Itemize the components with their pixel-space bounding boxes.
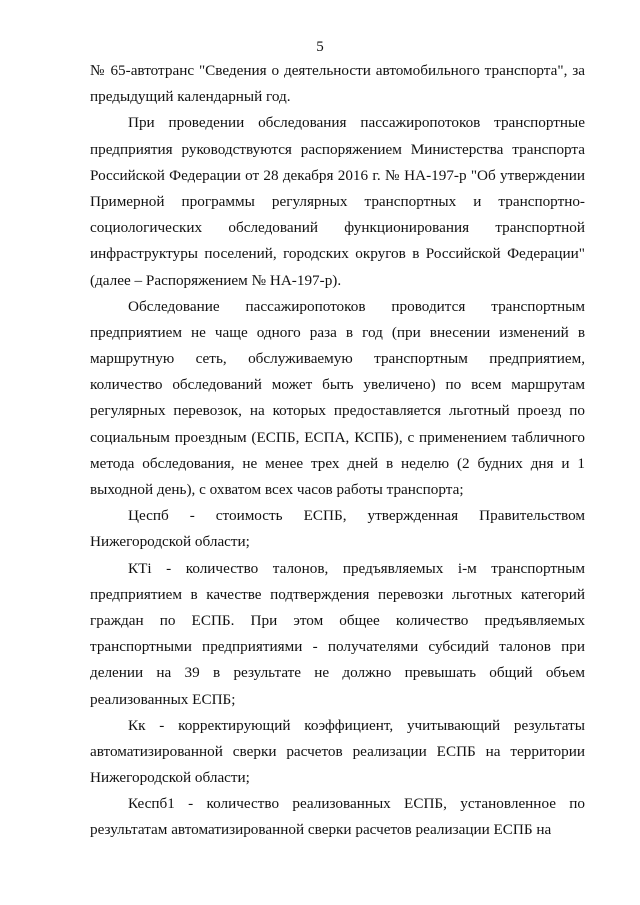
text-line: Российской Федерации от 28 декабря 2016 г. № НА-197-р "Об утверждении [90,166,585,184]
text-line: результатам автоматизированной сверки расчетов реализации ЕСПБ на [90,821,552,839]
text-line: Нижегородской области; [90,769,250,787]
text-line: автоматизированной сверки расчетов реализации ЕСПБ на территории [90,742,585,760]
text-line: Обследование пассажиропотоков проводится транспортным [128,297,585,315]
text-line: предприятия руководствуются распоряжением Министерства транспорта [90,140,585,158]
text-line: Нижегородской области; [90,533,250,551]
text-line: предыдущий календарный год. [90,88,291,106]
paragraph [90,110,585,293]
text-line: Кеспб1 - количество реализованных ЕСПБ, установленное по [128,795,585,813]
text-line: маршрутную сеть, обслуживаемую транспортным предприятием, [90,350,585,368]
paragraph [90,503,585,555]
paragraph [90,58,585,110]
text-line: Цеспб - стоимость ЕСПБ, утвержденная Правительством [128,507,585,525]
text-line: При проведении обследования пассажиропотоков транспортные [128,114,585,132]
document-body [90,58,585,844]
text-line: КТi - количество талонов, предъявляемых i-м транспортным [128,559,585,577]
text-line: делении на 39 в результате не должно превышать общий объем [90,664,585,682]
text-line: метода обследования, не менее трех дней в неделю (2 будних дня и 1 [90,454,585,472]
text-line: № 65-автотранс "Сведения о деятельности автомобильного транспорта", за [90,62,585,79]
text-line: инфраструктуры поселений, городских округов в Российской Федерации" [90,245,585,263]
text-line: социологических обследований функционирования транспортной [90,219,585,237]
text-line: транспортными предприятиями - получателями субсидий талонов при [90,638,585,656]
text-line: количество обследований может быть увеличено) по всем маршрутам [90,376,585,394]
paragraph [90,791,585,843]
text-line: реализованных ЕСПБ; [90,690,236,708]
text-line: регулярных перевозок, на которых предоставляется льготный проезд по [90,402,585,420]
text-line: предприятием в качестве подтверждения перевозки льготных категорий [90,585,585,603]
page-number: 5 [316,39,324,55]
paragraph [90,556,585,713]
text-line: выходной день), с охватом всех часов работы транспорта; [90,481,464,498]
text-line: Примерной программы регулярных транспортных и транспортно- [90,192,585,210]
text-line: граждан по ЕСПБ. При этом общее количество предъявляемых [90,611,585,629]
text-line: предприятием не чаще одного раза в год (при внесении изменений в [90,323,585,341]
paragraph [90,713,585,792]
paragraph [90,294,585,504]
text-line: Кк - корректирующий коэффициент, учитывающий результаты [128,716,585,734]
text-line: социальным проездным (ЕСПБ, ЕСПА, КСПБ), с применением табличного [90,428,585,446]
text-line: (далее – Распоряжением № НА-197-р). [90,271,342,289]
